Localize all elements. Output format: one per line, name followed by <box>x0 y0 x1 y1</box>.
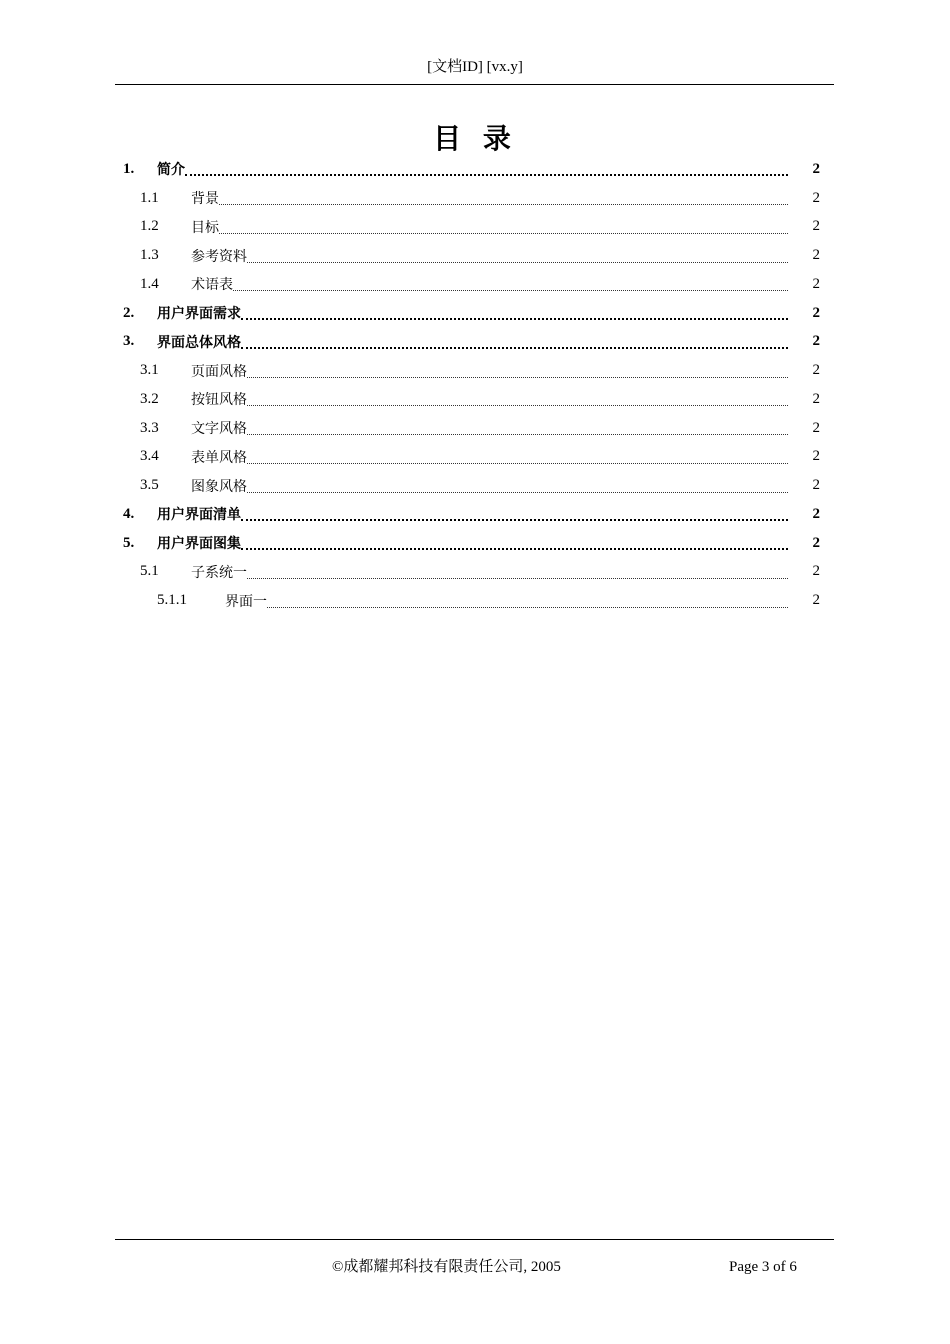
toc-entry[interactable] <box>123 414 820 443</box>
toc-entry-number: 3.1 <box>140 362 159 379</box>
toc-entry-title: 背景 <box>191 191 219 208</box>
toc-entry-title: 图象风格 <box>191 478 247 495</box>
toc-dot-leader <box>233 274 790 294</box>
toc-entry-number: 3.3 <box>140 419 159 436</box>
page-header: [文档ID] [vx.y] <box>427 59 523 75</box>
toc-entry-title: 文字风格 <box>191 421 247 438</box>
table-of-contents <box>123 155 820 615</box>
toc-entry-number: 3.5 <box>140 477 159 494</box>
toc-entry-title: 用户界面需求 <box>157 306 241 323</box>
toc-entry-title: 用户界面图集 <box>157 536 241 553</box>
toc-entry[interactable] <box>123 558 820 587</box>
toc-entry-number: 2. <box>123 304 135 321</box>
toc-entry-page: 2 <box>812 563 820 580</box>
toc-entry-page: 2 <box>812 362 820 379</box>
toc-entry[interactable] <box>123 270 820 299</box>
toc-entry-number: 1. <box>123 160 135 177</box>
toc-entry[interactable] <box>123 443 820 472</box>
toc-entry-title: 界面一 <box>225 593 267 610</box>
footer-copyright: ©成都耀邦科技有限责任公司, 2005 <box>332 1259 561 1275</box>
toc-entry-title: 用户界面清单 <box>157 507 241 524</box>
toc-dot-leader <box>241 504 790 524</box>
toc-dot-leader <box>219 217 790 237</box>
toc-entry[interactable] <box>123 299 820 328</box>
toc-entry[interactable] <box>123 500 820 529</box>
toc-dot-leader <box>241 533 790 553</box>
toc-entry-title: 子系统一 <box>191 564 247 581</box>
toc-entry-page: 2 <box>812 304 820 321</box>
toc-entry-page: 2 <box>812 189 820 206</box>
toc-entry[interactable] <box>123 356 820 385</box>
toc-entry[interactable] <box>123 213 820 242</box>
toc-entry-page: 2 <box>812 390 820 407</box>
toc-entry-page: 2 <box>812 419 820 436</box>
toc-entry-number: 3.4 <box>140 448 159 465</box>
toc-entry-title: 页面风格 <box>191 363 247 380</box>
toc-dot-leader <box>247 246 790 266</box>
toc-entry-page: 2 <box>812 477 820 494</box>
toc-entry-title: 简介 <box>157 162 185 179</box>
toc-entry-page: 2 <box>812 275 820 292</box>
toc-entry-title: 术语表 <box>191 277 233 294</box>
toc-entry-number: 4. <box>123 505 135 522</box>
toc-dot-leader <box>219 188 790 208</box>
toc-entry-page: 2 <box>812 505 820 522</box>
toc-dot-leader <box>247 418 790 438</box>
toc-entry-page: 2 <box>812 160 820 177</box>
toc-entry-page: 2 <box>812 592 820 609</box>
footer-divider <box>115 1239 834 1240</box>
toc-entry-title: 表单风格 <box>191 449 247 466</box>
toc-entry-number: 1.1 <box>140 189 159 206</box>
toc-entry-title: 目标 <box>191 219 219 236</box>
header-divider <box>115 84 834 85</box>
toc-entry-number: 5.1 <box>140 563 159 580</box>
toc-entry-page: 2 <box>812 247 820 264</box>
toc-entry[interactable] <box>123 586 820 615</box>
toc-entry-number: 3. <box>123 333 135 350</box>
toc-entry[interactable] <box>123 529 820 558</box>
footer-page-number: Page 3 of 6 <box>729 1259 797 1275</box>
toc-entry-title: 按钮风格 <box>191 392 247 409</box>
toc-entry[interactable] <box>123 241 820 270</box>
toc-entry-number: 1.2 <box>140 218 159 235</box>
toc-entry[interactable] <box>123 328 820 357</box>
toc-dot-leader <box>247 562 790 582</box>
toc-entry-page: 2 <box>812 448 820 465</box>
toc-dot-leader <box>247 389 790 409</box>
toc-entry-number: 3.2 <box>140 390 159 407</box>
toc-entry-page: 2 <box>812 218 820 235</box>
toc-entry[interactable] <box>123 385 820 414</box>
toc-entry[interactable] <box>123 155 820 184</box>
toc-dot-leader <box>241 332 790 352</box>
toc-entry-title: 参考资料 <box>191 248 247 265</box>
toc-entry[interactable] <box>123 471 820 500</box>
toc-entry-page: 2 <box>812 333 820 350</box>
toc-dot-leader <box>185 159 790 179</box>
toc-dot-leader <box>247 447 790 467</box>
toc-entry-number: 5.1.1 <box>157 592 187 609</box>
toc-dot-leader <box>247 361 790 381</box>
toc-dot-leader <box>267 591 790 611</box>
toc-entry-number: 1.3 <box>140 247 159 264</box>
toc-dot-leader <box>241 303 790 323</box>
toc-title: 目 录 <box>433 122 517 155</box>
toc-entry-title: 界面总体风格 <box>157 334 241 351</box>
toc-entry-number: 5. <box>123 534 135 551</box>
toc-entry-number: 1.4 <box>140 275 159 292</box>
toc-entry-page: 2 <box>812 534 820 551</box>
toc-dot-leader <box>247 476 790 496</box>
toc-entry[interactable] <box>123 184 820 213</box>
